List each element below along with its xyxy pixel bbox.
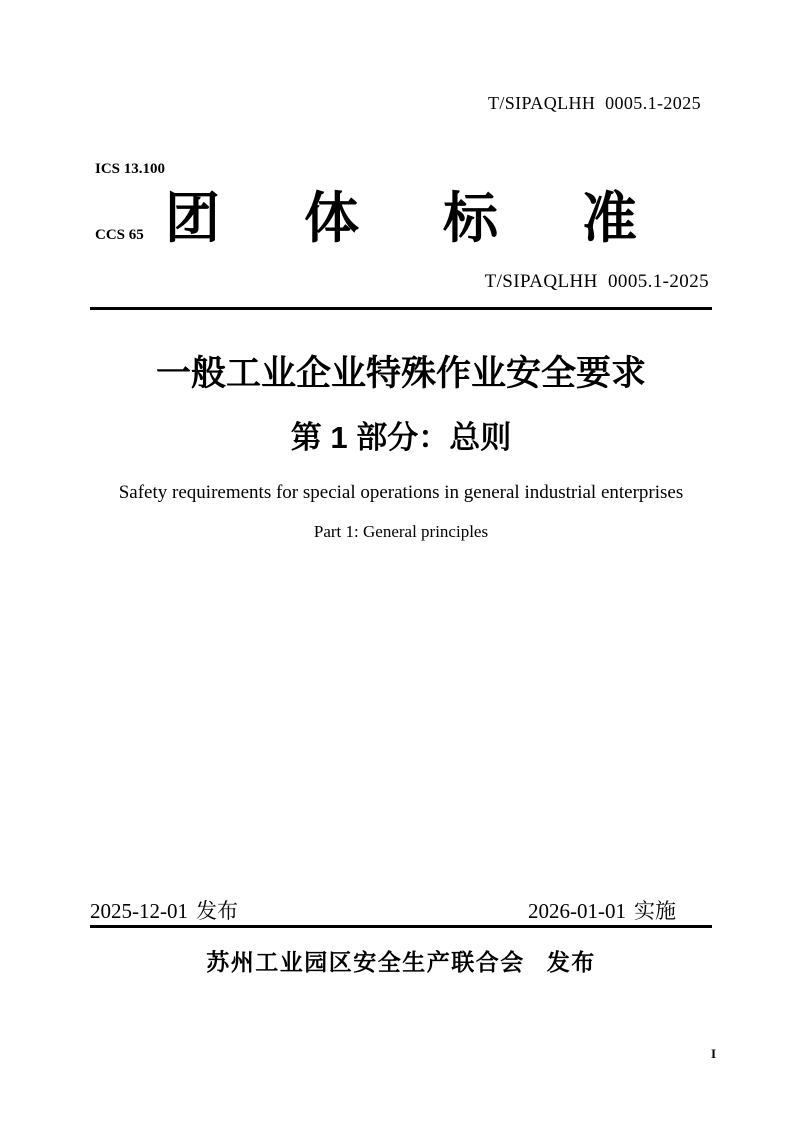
standard-code-sub: T/SIPAQLHH 0005.1-2025	[484, 271, 709, 292]
implementation-date: 2026-01-01	[528, 899, 626, 923]
title-chinese: 一般工业企业特殊作业安全要求	[155, 354, 646, 393]
header-rule	[90, 307, 712, 310]
issue-date: 2025-12-01	[90, 899, 188, 923]
ccs-code: CCS 65	[95, 227, 144, 243]
title-english: Safety requirements for special operations in general industrial enterprises	[118, 482, 684, 503]
issue-label: 发布	[196, 900, 238, 923]
document-type-masthead	[90, 186, 721, 250]
dates-row	[90, 893, 712, 928]
publisher-line	[90, 946, 712, 978]
implementation-label: 实施	[634, 900, 676, 923]
publisher-action: 发布	[546, 949, 596, 975]
ics-code: ICS 13.100	[95, 161, 166, 177]
document-type-label: 团体标准	[164, 187, 721, 249]
standard-code-top: T/SIPAQLHH 0005.1-2025	[487, 93, 701, 113]
issue-date-group	[90, 898, 238, 925]
page-number: I	[710, 1046, 716, 1061]
part-title-chinese: 第 1 部分：总则	[290, 420, 512, 455]
implementation-date-group	[528, 898, 676, 925]
publisher-name: 苏州工业园区安全生产联合会	[206, 949, 525, 975]
part-title-english: Part 1: General principles	[313, 522, 489, 541]
